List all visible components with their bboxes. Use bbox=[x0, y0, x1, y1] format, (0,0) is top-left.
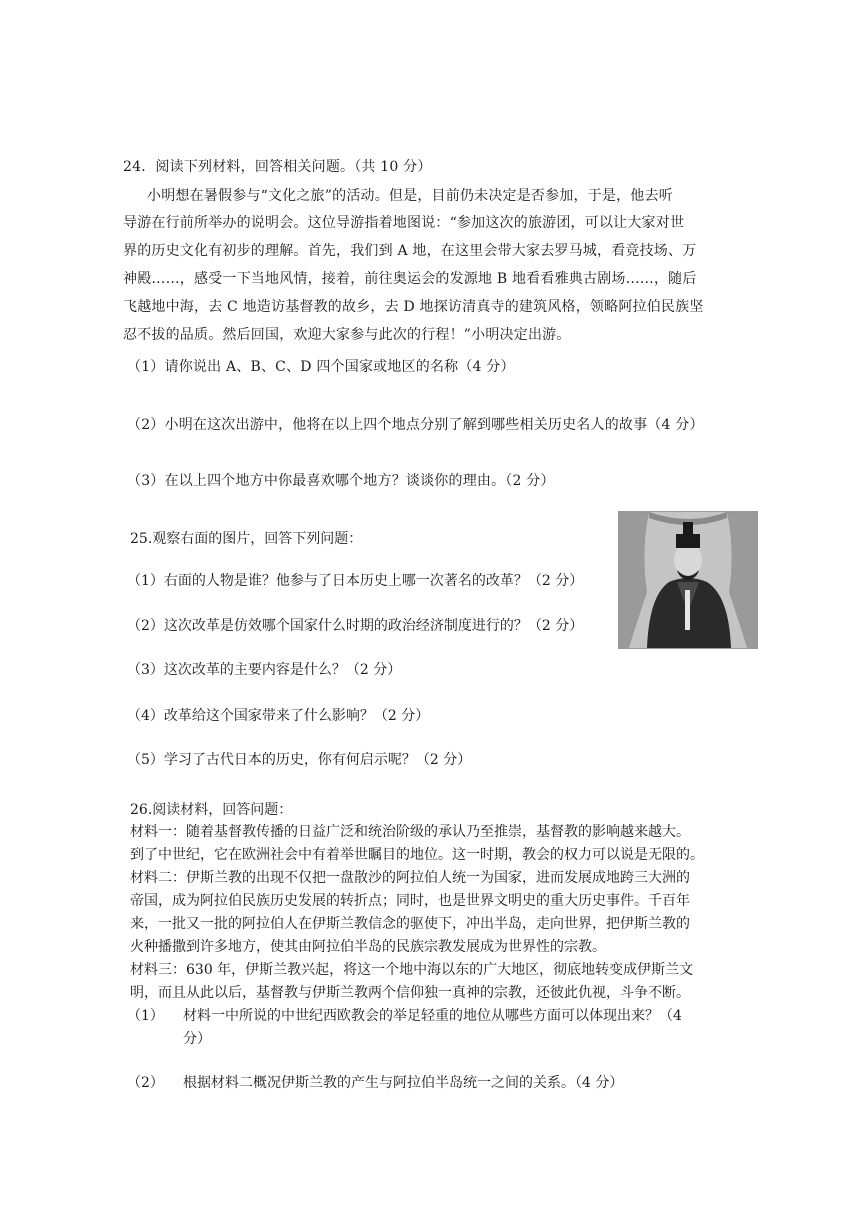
q26-sub-1-text: 材料一中所说的中世纪西欧教会的举足轻重的地位从哪些方面可以体现出来？（4 bbox=[183, 1008, 682, 1024]
q26-material-line: 材料三：630 年，伊斯兰教兴起，将这一个地中海以东的广大地区，彻底地转变成伊斯兰文 bbox=[130, 962, 694, 978]
q24-para-line: 忍不拔的品质。然后回国，欢迎大家参与此次的行程！”小明决定出游。 bbox=[123, 327, 571, 343]
q24-sub-2: （2）小明在这次出游中，他将在以上四个地点分别了解到哪些相关历史名人的故事（4 分） bbox=[127, 417, 704, 433]
q26-material-line: 材料二：伊斯兰教的出现不仅把一盘散沙的阿拉伯人统一为国家，进而发展成地跨三大洲的 bbox=[130, 870, 690, 886]
portrait-figure-icon bbox=[619, 512, 757, 648]
q26-material-line: 来，一批又一批的阿拉伯人在伊斯兰教信念的驱使下，冲出半岛，走向世界，把伊斯兰教的 bbox=[130, 916, 690, 932]
q24-sub-3: （3）在以上四个地方中你最喜欢哪个地方？谈谈你的理由。（2 分） bbox=[127, 473, 555, 489]
q24-para-line: 导游在行前所举办的说明会。这位导游指着地图说：“参加这次的旅游团，可以让大家对世 bbox=[123, 215, 685, 231]
q25-title: 25.观察右面的图片，回答下列问题： bbox=[130, 531, 363, 547]
q26-sub-1-continuation: 分） bbox=[183, 1031, 211, 1047]
portrait-image bbox=[618, 511, 758, 649]
q26-title: 26.阅读材料，回答问题： bbox=[130, 802, 293, 818]
q25-sub-4: （4）改革给这个国家带来了什么影响？（2 分） bbox=[127, 708, 430, 724]
q24-para-line: 神殿……，感受一下当地风情，接着，前往奥运会的发源地 B 地看看雅典古剧场……，随后 bbox=[123, 271, 697, 287]
q25-sub-5: （5）学习了古代日本的历史，你有何启示呢？（2 分） bbox=[127, 752, 472, 768]
q25-sub-2: （2）这次改革是仿效哪个国家什么时期的政治经济制度进行的？（2 分） bbox=[127, 618, 584, 634]
q26-material-line: 帝国，成为阿拉伯民族历史发展的转折点；同时，也是世界文明史的重大历史事件。千百年 bbox=[130, 893, 690, 909]
q26-sub-1-number: （1） bbox=[127, 1008, 164, 1024]
q25-sub-3: （3）这次改革的主要内容是什么？（2 分） bbox=[127, 662, 402, 678]
q24-para-line: 界的历史文化有初步的理解。首先，我们到 A 地，在这里会带大家去罗马城，看竞技场、万 bbox=[123, 243, 697, 259]
q24-para-line: 小明想在暑假参与“文化之旅”的活动。但是，目前仍未决定是否参加，于是，他去听 bbox=[147, 188, 673, 204]
q24-title: 24．阅读下列材料，回答相关问题。（共 10 分） bbox=[123, 159, 432, 175]
q24-sub-1: （1）请你说出 A、B、C、D 四个国家或地区的名称（4 分） bbox=[127, 359, 515, 375]
q26-material-line: 明，而且从此以后，基督教与伊斯兰教两个信仰独一真神的宗教，还彼此仇视，斗争不断。 bbox=[130, 985, 690, 1001]
q26-material-line: 材料一：随着基督教传播的日益广泛和统治阶级的承认乃至推崇，基督教的影响越来越大。 bbox=[130, 824, 690, 840]
q26-sub-2-text: 根据材料二概况伊斯兰教的产生与阿拉伯半岛统一之间的关系。（4 分） bbox=[183, 1075, 624, 1091]
q26-material-line: 到了中世纪，它在欧洲社会中有着举世瞩目的地位。这一时期，教会的权力可以说是无限的。 bbox=[130, 847, 704, 863]
q24-para-line: 飞越地中海，去 C 地造访基督教的故乡，去 D 地探访清真寺的建筑风格，领略阿拉伯民族坚 bbox=[123, 299, 704, 315]
q26-material-line: 火种播撒到许多地方，使其由阿拉伯半岛的民族宗教发展成为世界性的宗教。 bbox=[130, 939, 606, 955]
q26-sub-2-number: （2） bbox=[127, 1075, 164, 1091]
q25-sub-1: （1）右面的人物是谁？他参与了日本历史上哪一次著名的改革？（2 分） bbox=[127, 573, 584, 589]
